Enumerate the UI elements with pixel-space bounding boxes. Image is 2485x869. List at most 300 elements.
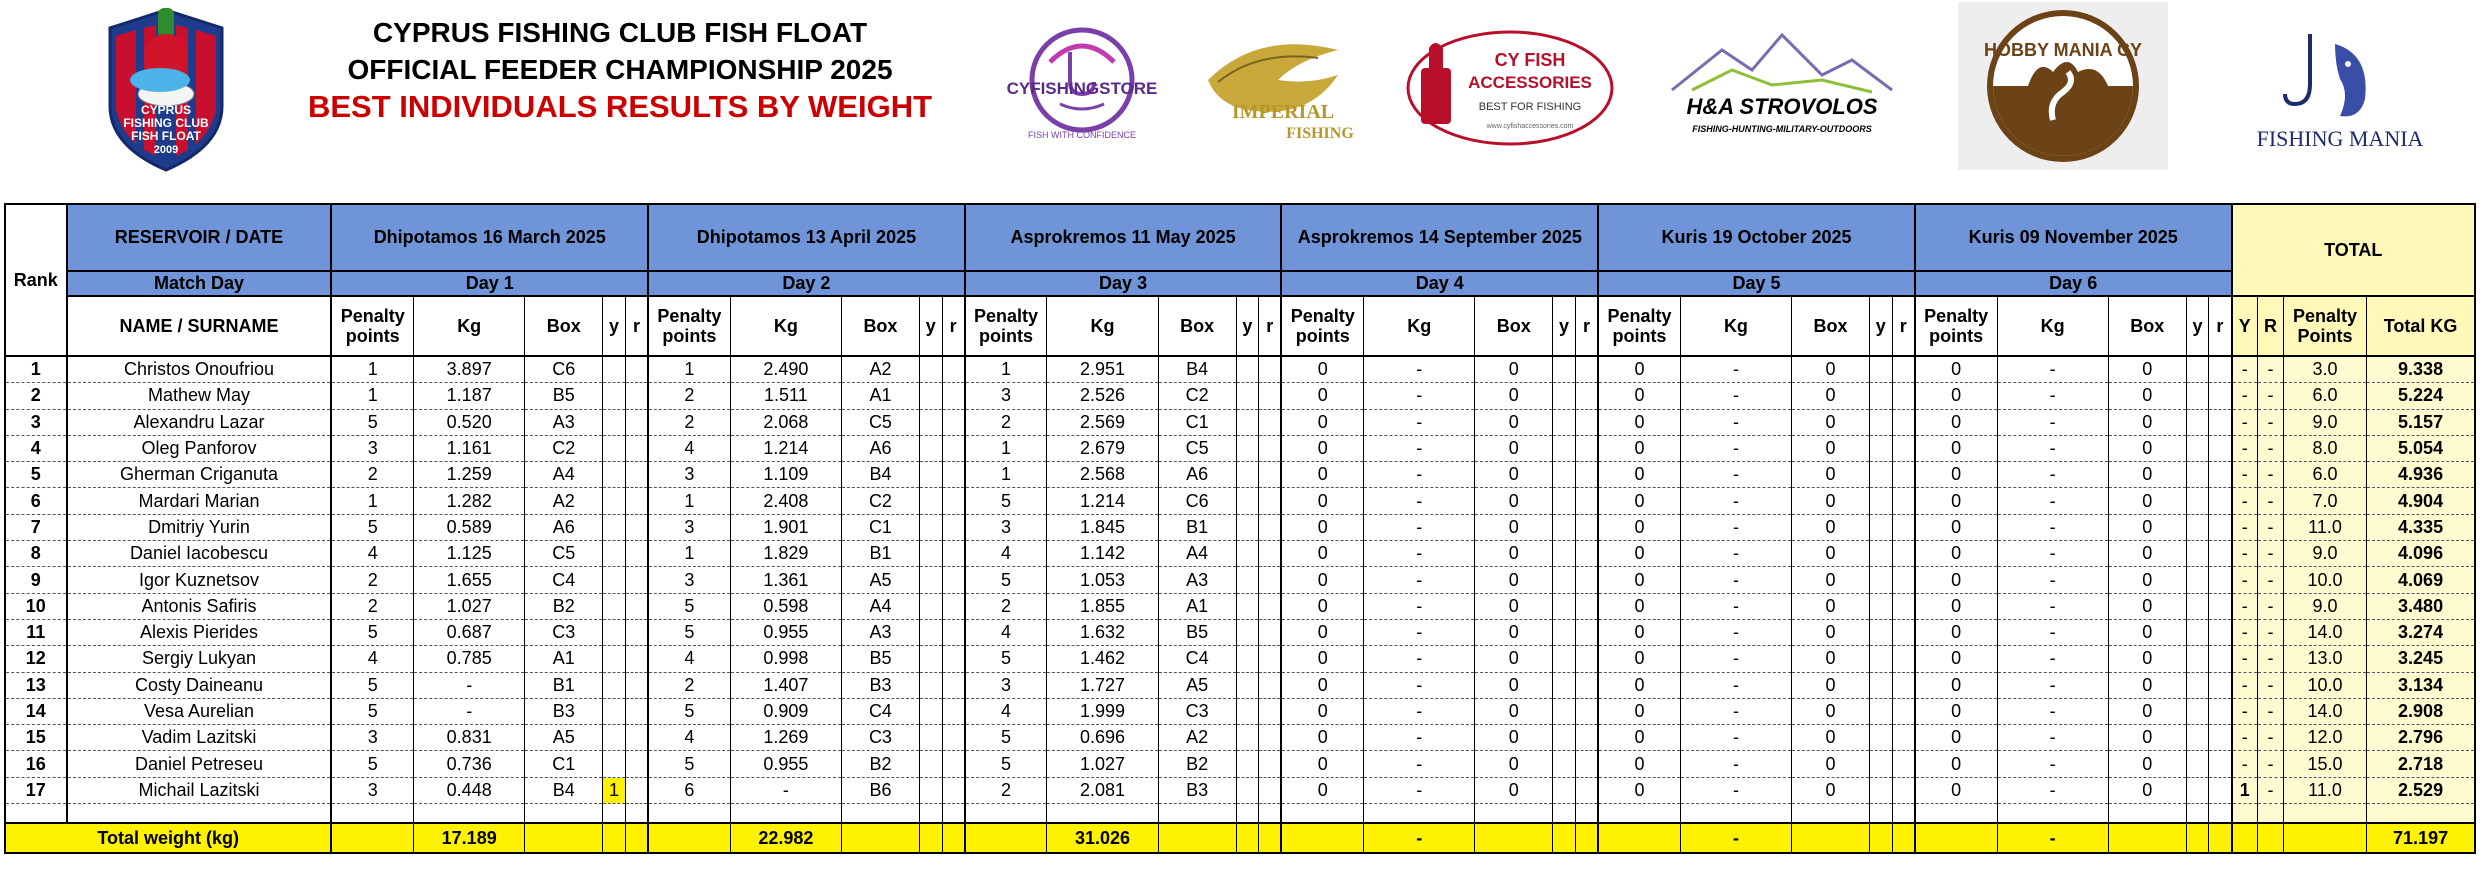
table-row	[5, 488, 2475, 514]
total-penalty-cell: 15.0	[2283, 751, 2366, 777]
box-cell: B2	[842, 751, 920, 777]
sponsor-logo-hobby-mania	[1958, 2, 2168, 170]
table-row	[5, 514, 2475, 540]
penalty-points-cell: 0	[1281, 646, 1363, 672]
yellow-card-cell	[1553, 593, 1576, 619]
red-card-cell	[2209, 514, 2232, 540]
red-card-cell	[2209, 725, 2232, 751]
kg-cell: 2.490	[730, 356, 841, 383]
red-card-cell	[942, 619, 965, 645]
total-kg-cell: 4.335	[2367, 514, 2475, 540]
competitor-name: Oleg Panforov	[67, 435, 332, 461]
penalty-points-cell: 1	[965, 462, 1047, 488]
club-logo	[100, 6, 232, 174]
box-cell: 0	[1475, 567, 1553, 593]
total-yellow-cell: -	[2232, 383, 2258, 409]
yellow-card-cell	[1553, 514, 1576, 540]
day-total-weight: 31.026	[1047, 823, 1158, 853]
penalty-points-cell: 0	[1281, 462, 1363, 488]
yellow-card-cell	[603, 541, 626, 567]
box-cell: 0	[1792, 383, 1870, 409]
kg-cell: 0.696	[1047, 725, 1158, 751]
yellow-card-cell	[919, 646, 942, 672]
yellow-card-cell	[919, 567, 942, 593]
kg-cell: -	[1997, 698, 2108, 724]
red-card-header: r	[2209, 296, 2232, 356]
day-label-header: Day 4	[1281, 271, 1598, 296]
total-kg-cell: 2.529	[2367, 777, 2475, 803]
svg-text:H&A STROVOLOS: H&A STROVOLOS	[1686, 94, 1878, 119]
box-cell: C4	[525, 567, 603, 593]
total-kg-cell: 2.718	[2367, 751, 2475, 777]
kg-cell: -	[1364, 777, 1475, 803]
kg-cell: 1.214	[730, 435, 841, 461]
box-cell: B1	[842, 541, 920, 567]
totals-row	[5, 823, 2475, 853]
box-cell: 0	[1792, 409, 1870, 435]
box-cell: B4	[1158, 356, 1236, 383]
table-row	[5, 462, 2475, 488]
red-card-cell	[1259, 751, 1282, 777]
spacer-row	[5, 804, 2475, 824]
total-red-cell: -	[2257, 356, 2283, 383]
day-venue-header: Kuris 19 October 2025	[1598, 204, 1915, 271]
box-cell: 0	[1792, 435, 1870, 461]
kg-cell: 1.632	[1047, 619, 1158, 645]
yellow-card-cell	[1236, 593, 1259, 619]
total-penalty-cell: 7.0	[2283, 488, 2366, 514]
box-cell: 0	[2108, 619, 2186, 645]
box-cell: A2	[525, 488, 603, 514]
kg-cell: -	[1997, 593, 2108, 619]
table-row	[5, 777, 2475, 803]
penalty-points-cell: 1	[331, 383, 413, 409]
red-card-cell	[2209, 672, 2232, 698]
yellow-card-cell	[919, 593, 942, 619]
yellow-card-cell	[919, 462, 942, 488]
kg-cell: 0.785	[414, 646, 525, 672]
penalty-points-cell: 0	[1598, 409, 1680, 435]
box-cell: B1	[1158, 514, 1236, 540]
penalty-points-header: Penalty points	[1915, 296, 1997, 356]
penalty-points-cell: 0	[1915, 488, 1997, 514]
yellow-card-cell	[1236, 514, 1259, 540]
penalty-points-cell: 3	[648, 514, 730, 540]
kg-cell: -	[1680, 435, 1791, 461]
red-card-cell	[1892, 751, 1915, 777]
penalty-points-cell: 3	[965, 514, 1047, 540]
kg-cell: -	[1997, 725, 2108, 751]
yellow-card-cell	[2186, 672, 2209, 698]
yellow-card-header: y	[2186, 296, 2209, 356]
box-cell: 0	[1475, 514, 1553, 540]
svg-text:www.cyfishaccessories.com: www.cyfishaccessories.com	[1486, 123, 1574, 130]
total-penalty-cell: 8.0	[2283, 435, 2366, 461]
empty-cell	[1892, 823, 1915, 853]
penalty-points-cell: 0	[1598, 593, 1680, 619]
box-cell: C3	[525, 619, 603, 645]
total-kg-cell: 4.904	[2367, 488, 2475, 514]
total-yellow-cell: -	[2232, 646, 2258, 672]
kg-cell: -	[1680, 488, 1791, 514]
red-card-cell	[942, 541, 965, 567]
red-card-cell	[1575, 593, 1598, 619]
red-card-cell	[2209, 593, 2232, 619]
yellow-card-cell: 1	[603, 777, 626, 803]
box-cell: 0	[1475, 646, 1553, 672]
total-red-cell: -	[2257, 435, 2283, 461]
red-card-cell	[1259, 488, 1282, 514]
svg-text:FISHING-HUNTING-MILITARY-OUTDO: FISHING-HUNTING-MILITARY-OUTDOORS	[1692, 124, 1872, 134]
penalty-points-cell: 4	[331, 541, 413, 567]
penalty-points-cell: 0	[1281, 567, 1363, 593]
empty-cell	[5, 804, 67, 824]
box-cell: 0	[2108, 383, 2186, 409]
yellow-card-cell	[2186, 777, 2209, 803]
total-header: TOTAL	[2232, 204, 2475, 296]
red-card-cell	[942, 435, 965, 461]
svg-text:2009: 2009	[153, 144, 179, 156]
box-cell: 0	[1475, 409, 1553, 435]
red-card-cell	[625, 462, 648, 488]
box-cell: A4	[1158, 541, 1236, 567]
kg-cell: -	[730, 777, 841, 803]
kg-cell: 0.520	[414, 409, 525, 435]
red-card-cell	[625, 646, 648, 672]
total-yellow-header: Y	[2232, 296, 2258, 356]
total-penalty-cell: 11.0	[2283, 777, 2366, 803]
yellow-card-cell	[603, 383, 626, 409]
total-penalty-cell: 10.0	[2283, 672, 2366, 698]
yellow-card-cell	[2186, 488, 2209, 514]
header-row-venues	[5, 204, 2475, 271]
total-yellow-cell: -	[2232, 462, 2258, 488]
yellow-card-cell	[1553, 725, 1576, 751]
yellow-card-cell	[1869, 593, 1892, 619]
red-card-cell	[1575, 751, 1598, 777]
kg-cell: 0.589	[414, 514, 525, 540]
penalty-points-cell: 0	[1281, 751, 1363, 777]
penalty-points-cell: 0	[1598, 725, 1680, 751]
yellow-card-cell	[1236, 383, 1259, 409]
penalty-points-cell: 0	[1598, 698, 1680, 724]
kg-header: Kg	[730, 296, 841, 356]
penalty-points-cell: 1	[648, 488, 730, 514]
red-card-cell	[625, 593, 648, 619]
kg-cell: 0.998	[730, 646, 841, 672]
yellow-card-cell	[2186, 435, 2209, 461]
box-cell: 0	[1475, 356, 1553, 383]
kg-cell: -	[414, 672, 525, 698]
red-card-cell	[1575, 646, 1598, 672]
yellow-card-cell	[919, 435, 942, 461]
kg-cell: 2.568	[1047, 462, 1158, 488]
name-surname-header: NAME / SURNAME	[67, 296, 332, 356]
svg-text:HOBBY MANIA CY: HOBBY MANIA CY	[1983, 40, 2143, 60]
red-card-cell	[625, 541, 648, 567]
penalty-points-cell: 0	[1281, 541, 1363, 567]
competitor-name: Igor Kuznetsov	[67, 567, 332, 593]
red-card-header: r	[1575, 296, 1598, 356]
yellow-card-cell	[603, 567, 626, 593]
penalty-points-cell: 5	[331, 619, 413, 645]
box-cell: B6	[842, 777, 920, 803]
grand-total-kg: 71.197	[2367, 823, 2475, 853]
red-card-cell	[625, 725, 648, 751]
red-card-cell	[2209, 646, 2232, 672]
kg-cell: 2.526	[1047, 383, 1158, 409]
penalty-points-cell: 0	[1598, 462, 1680, 488]
total-red-header: R	[2257, 296, 2283, 356]
red-card-cell	[1892, 383, 1915, 409]
kg-cell: -	[1364, 488, 1475, 514]
kg-header: Kg	[1680, 296, 1791, 356]
kg-cell: -	[1364, 356, 1475, 383]
box-cell: B5	[525, 383, 603, 409]
total-kg-header: Total KG	[2367, 296, 2475, 356]
box-cell: 0	[1792, 567, 1870, 593]
box-cell: C1	[525, 751, 603, 777]
penalty-points-cell: 2	[331, 462, 413, 488]
total-yellow-cell: -	[2232, 435, 2258, 461]
empty-cell	[1047, 804, 1158, 824]
rank-cell: 2	[5, 383, 67, 409]
day-venue-header: Kuris 09 November 2025	[1915, 204, 2232, 271]
kg-cell: -	[1364, 409, 1475, 435]
box-cell: C3	[842, 725, 920, 751]
rank-cell: 12	[5, 646, 67, 672]
yellow-card-cell	[919, 619, 942, 645]
red-card-header: r	[1892, 296, 1915, 356]
yellow-card-cell	[603, 646, 626, 672]
yellow-card-cell	[603, 698, 626, 724]
empty-cell	[2367, 804, 2475, 824]
page-header	[0, 0, 2485, 190]
yellow-card-cell	[603, 488, 626, 514]
competitor-name: Vadim Lazitski	[67, 725, 332, 751]
competitor-name: Mardari Marian	[67, 488, 332, 514]
kg-cell: -	[1997, 514, 2108, 540]
yellow-card-cell	[2186, 751, 2209, 777]
total-red-cell: -	[2257, 567, 2283, 593]
red-card-cell	[2209, 541, 2232, 567]
table-row	[5, 356, 2475, 383]
total-kg-cell: 5.224	[2367, 383, 2475, 409]
empty-cell	[648, 823, 730, 853]
yellow-card-header: y	[1869, 296, 1892, 356]
empty-cell	[1475, 823, 1553, 853]
yellow-card-cell	[1869, 514, 1892, 540]
penalty-points-cell: 3	[648, 462, 730, 488]
table-row	[5, 698, 2475, 724]
red-card-cell	[1259, 698, 1282, 724]
kg-cell: -	[1680, 672, 1791, 698]
kg-cell: 2.081	[1047, 777, 1158, 803]
total-kg-cell: 3.245	[2367, 646, 2475, 672]
penalty-points-cell: 0	[1598, 383, 1680, 409]
yellow-card-cell	[1236, 409, 1259, 435]
box-cell: 0	[1792, 619, 1870, 645]
kg-cell: 1.125	[414, 541, 525, 567]
penalty-points-cell: 5	[331, 751, 413, 777]
kg-cell: -	[1364, 383, 1475, 409]
empty-cell	[2283, 823, 2366, 853]
total-kg-cell: 5.157	[2367, 409, 2475, 435]
day-total-weight: 17.189	[414, 823, 525, 853]
kg-cell: 2.951	[1047, 356, 1158, 383]
empty-cell	[1915, 823, 1997, 853]
svg-text:CYFISHINGSTORE: CYFISHINGSTORE	[1006, 79, 1158, 98]
box-cell: 0	[1475, 619, 1553, 645]
sponsor-logo-ha-strovolos	[1652, 30, 1912, 140]
kg-cell: -	[1364, 593, 1475, 619]
total-penalty-cell: 14.0	[2283, 698, 2366, 724]
empty-cell	[2232, 823, 2258, 853]
penalty-points-cell: 0	[1598, 541, 1680, 567]
reservoir-date-header: RESERVOIR / DATE	[67, 204, 332, 271]
rank-cell: 1	[5, 356, 67, 383]
box-cell: 0	[1792, 646, 1870, 672]
yellow-card-cell	[2186, 383, 2209, 409]
box-cell: B2	[1158, 751, 1236, 777]
empty-cell	[965, 823, 1047, 853]
penalty-points-cell: 0	[1281, 777, 1363, 803]
competitor-name: Daniel Iacobescu	[67, 541, 332, 567]
svg-text:CYPRUS: CYPRUS	[140, 103, 192, 117]
total-penalty-cell: 12.0	[2283, 725, 2366, 751]
red-card-cell	[1892, 488, 1915, 514]
red-card-cell	[1575, 619, 1598, 645]
competitor-name: Michail Lazitski	[67, 777, 332, 803]
yellow-card-cell	[603, 514, 626, 540]
kg-cell: -	[1680, 541, 1791, 567]
red-card-cell	[625, 409, 648, 435]
total-red-cell: -	[2257, 383, 2283, 409]
red-card-cell	[942, 356, 965, 383]
box-cell: 0	[1475, 462, 1553, 488]
kg-cell: 1.462	[1047, 646, 1158, 672]
empty-cell	[603, 804, 626, 824]
red-card-cell	[942, 593, 965, 619]
yellow-card-cell	[1236, 672, 1259, 698]
competitor-name: Christos Onoufriou	[67, 356, 332, 383]
empty-cell	[942, 823, 965, 853]
red-card-cell	[942, 672, 965, 698]
box-cell: C3	[1158, 698, 1236, 724]
empty-cell	[1598, 823, 1680, 853]
penalty-points-cell: 0	[1281, 356, 1363, 383]
box-cell: C4	[1158, 646, 1236, 672]
box-header: Box	[842, 296, 920, 356]
total-red-cell: -	[2257, 646, 2283, 672]
sponsor-logo-fishing-mania	[2240, 24, 2440, 154]
penalty-points-cell: 0	[1598, 672, 1680, 698]
empty-cell	[67, 804, 332, 824]
kg-cell: 1.655	[414, 567, 525, 593]
box-cell: C1	[842, 514, 920, 540]
yellow-card-cell	[1553, 488, 1576, 514]
red-card-cell	[942, 567, 965, 593]
yellow-card-cell	[919, 541, 942, 567]
total-yellow-cell: -	[2232, 514, 2258, 540]
red-card-cell	[1892, 646, 1915, 672]
total-penalty-cell: 10.0	[2283, 567, 2366, 593]
penalty-points-header: Penalty points	[331, 296, 413, 356]
yellow-card-cell	[1236, 462, 1259, 488]
red-card-cell	[1575, 356, 1598, 383]
penalty-points-cell: 0	[1915, 435, 1997, 461]
kg-cell: 1.361	[730, 567, 841, 593]
day-venue-header: Dhipotamos 16 March 2025	[331, 204, 648, 271]
yellow-card-header: y	[603, 296, 626, 356]
penalty-points-cell: 3	[648, 567, 730, 593]
penalty-points-cell: 0	[1281, 383, 1363, 409]
red-card-cell	[1259, 383, 1282, 409]
red-card-cell	[1259, 514, 1282, 540]
kg-cell: -	[1680, 646, 1791, 672]
kg-cell: -	[1997, 567, 2108, 593]
empty-cell	[1869, 823, 1892, 853]
box-cell: B3	[1158, 777, 1236, 803]
kg-cell: -	[1680, 619, 1791, 645]
svg-text:ACCESSORIES: ACCESSORIES	[1468, 73, 1592, 92]
kg-cell: -	[1364, 646, 1475, 672]
red-card-cell	[942, 725, 965, 751]
red-card-cell	[625, 777, 648, 803]
red-card-cell	[2209, 356, 2232, 383]
yellow-card-cell	[603, 462, 626, 488]
penalty-points-cell: 0	[1281, 698, 1363, 724]
penalty-points-cell: 5	[331, 514, 413, 540]
penalty-points-cell: 5	[965, 725, 1047, 751]
empty-cell	[1158, 804, 1236, 824]
box-cell: A6	[1158, 462, 1236, 488]
box-cell: A3	[1158, 567, 1236, 593]
box-cell: B1	[525, 672, 603, 698]
penalty-points-cell: 0	[1915, 383, 1997, 409]
kg-cell: -	[1680, 751, 1791, 777]
empty-cell	[2209, 804, 2232, 824]
penalty-points-cell: 0	[1915, 356, 1997, 383]
rank-cell: 15	[5, 725, 67, 751]
box-cell: 0	[1475, 541, 1553, 567]
kg-header: Kg	[1364, 296, 1475, 356]
empty-cell	[1259, 804, 1282, 824]
penalty-points-cell: 4	[648, 435, 730, 461]
penalty-points-cell: 2	[331, 567, 413, 593]
box-cell: 0	[2108, 488, 2186, 514]
empty-cell	[842, 823, 920, 853]
penalty-points-cell: 4	[648, 646, 730, 672]
penalty-points-cell: 1	[965, 435, 1047, 461]
yellow-card-cell	[919, 383, 942, 409]
penalty-points-cell: 0	[1598, 751, 1680, 777]
competitor-name: Vesa Aurelian	[67, 698, 332, 724]
yellow-card-cell	[2186, 514, 2209, 540]
empty-cell	[1281, 804, 1363, 824]
yellow-card-cell	[1869, 619, 1892, 645]
yellow-card-cell	[1869, 777, 1892, 803]
red-card-cell	[1575, 725, 1598, 751]
penalty-points-cell: 4	[965, 619, 1047, 645]
yellow-card-cell	[603, 672, 626, 698]
empty-cell	[1575, 804, 1598, 824]
box-cell: 0	[1475, 725, 1553, 751]
kg-cell: -	[1364, 619, 1475, 645]
box-cell: 0	[1792, 514, 1870, 540]
penalty-points-cell: 0	[1915, 462, 1997, 488]
yellow-card-cell	[1869, 567, 1892, 593]
